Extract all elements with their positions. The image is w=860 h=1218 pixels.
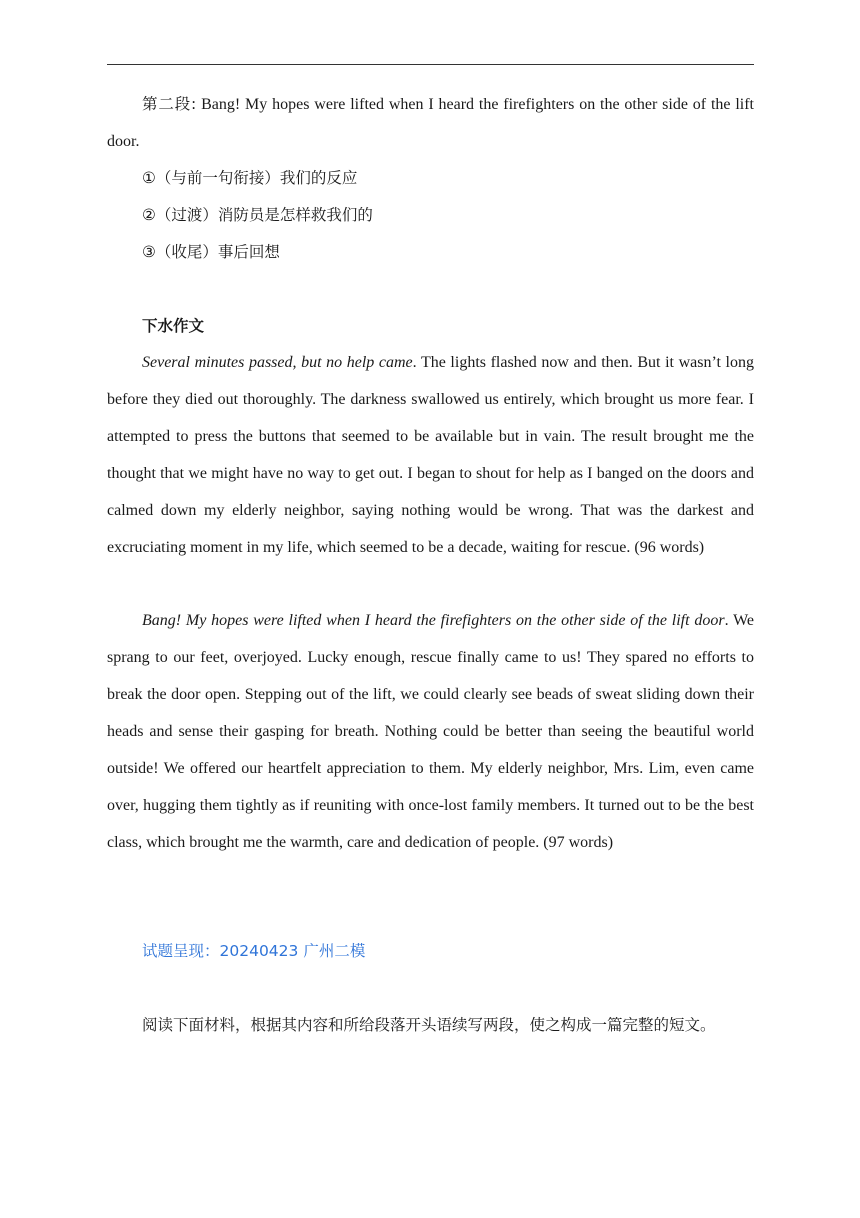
outline-item-1: ①（与前一句衔接）我们的反应 [142, 169, 358, 187]
model-essay-paragraph-1 [107, 344, 754, 566]
section2-prompt [107, 86, 754, 160]
para2-body: . We sprang to our feet, overjoyed. Lucky enough, rescue finally came to us! They spared no efforts to break the door open. Stepping out of the lift, we could clearly see beads of sweat sliding down their heads and sense their gasping for breath. Nothing could be better than seeing the beautiful world outside! We offered our heartfelt appreciation to them. My elderly neighbor, Mrs. Lim, even came over, hugging them tightly as if reuniting with once-lost family members. It turned out to be the best class, which brought me the warmth, care and dedication of people. (97 words) [107, 612, 754, 851]
outline-item-2: ②（过渡）消防员是怎样救我们的 [142, 206, 373, 224]
section2-label: 第二段: [142, 95, 197, 113]
exam-source-link[interactable]: 试题呈现：20240423 广州二模 [142, 942, 366, 960]
task-instruction: 阅读下面材料，根据其内容和所给段落开头语续写两段，使之构成一篇完整的短文。 [142, 1016, 716, 1034]
para2-opening-sentence: Bang! My hopes were lifted when I heard the firefighters on the other side of the lift door [142, 612, 725, 629]
para1-opening-sentence: Several minutes passed, but no help came [142, 354, 413, 371]
para1-body: . The lights flashed now and then. But it wasn’t long before they died out thoroughly. The darkness swallowed us entirely, which brought us more fear. I attempted to press the buttons that seemed to be available but in vain. The result brought me the thought that we might have no way to get out. I began to shout for help as I banged on the doors and calmed down my elderly neighbor, saying nothing would be wrong. That was the darkest and excruciating moment in my life, which seemed to be a decade, waiting for rescue. (96 words) [107, 354, 754, 556]
outline-item-3: ③（收尾）事后回想 [142, 243, 280, 261]
section2-text: Bang! My hopes were lifted when I heard the firefighters on the other side of the lift door. [107, 96, 754, 150]
header-rule [107, 64, 754, 65]
model-essay-heading: 下水作文 [142, 317, 205, 335]
model-essay-paragraph-2 [107, 602, 754, 861]
